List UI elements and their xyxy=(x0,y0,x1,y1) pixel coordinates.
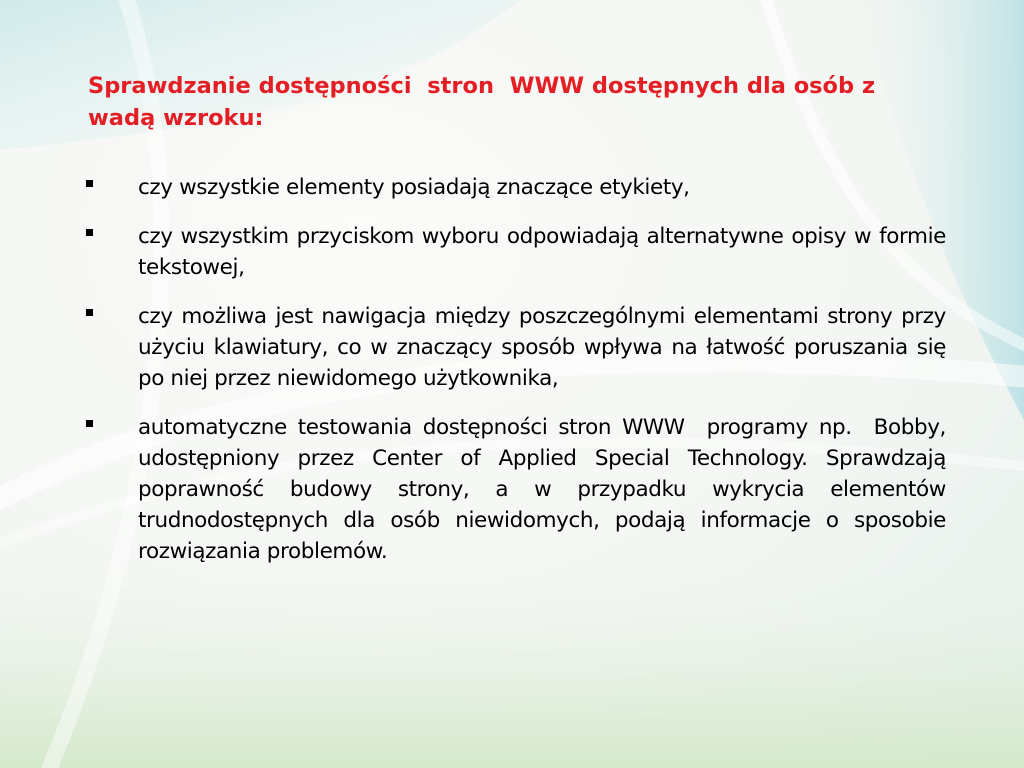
square-bullet-icon xyxy=(86,309,93,316)
bullet-text: czy wszystkim przyciskom wyboru odpowiadają alternatywne opisy w formie tekstowej, xyxy=(138,224,953,280)
bullet-text: czy wszystkie elementy posiadają znaczące etykiety, xyxy=(138,175,690,200)
bullet-text: czy możliwa jest nawigacja między poszczególnymi elementami strony przy użyciu klawiatury, co w znaczący sposób wpływa na łatwość poruszania się po niej przez niewidomego użytkownika, xyxy=(138,304,953,391)
list-item xyxy=(86,221,953,283)
bullet-text: automatyczne testowania dostępności stron WWW programy np. Bobby, udostępniony przez Center of Applied Special Technology. Sprawdzają poprawność budowy strony, a w przypadku wykrycia elementów trudnodostępnych dla osób niewidomych, podają informacje o sposobie rozwiązania problemów. xyxy=(138,415,953,564)
square-bullet-icon xyxy=(86,229,93,236)
list-item xyxy=(86,172,946,203)
square-bullet-icon xyxy=(86,180,93,187)
list-item xyxy=(86,301,953,394)
slide-title: Sprawdzanie dostępności stron WWW dostępnych dla osób z wadą wzroku: xyxy=(88,73,883,131)
square-bullet-icon xyxy=(86,420,93,427)
bullet-list xyxy=(86,172,953,585)
list-item xyxy=(86,412,953,567)
